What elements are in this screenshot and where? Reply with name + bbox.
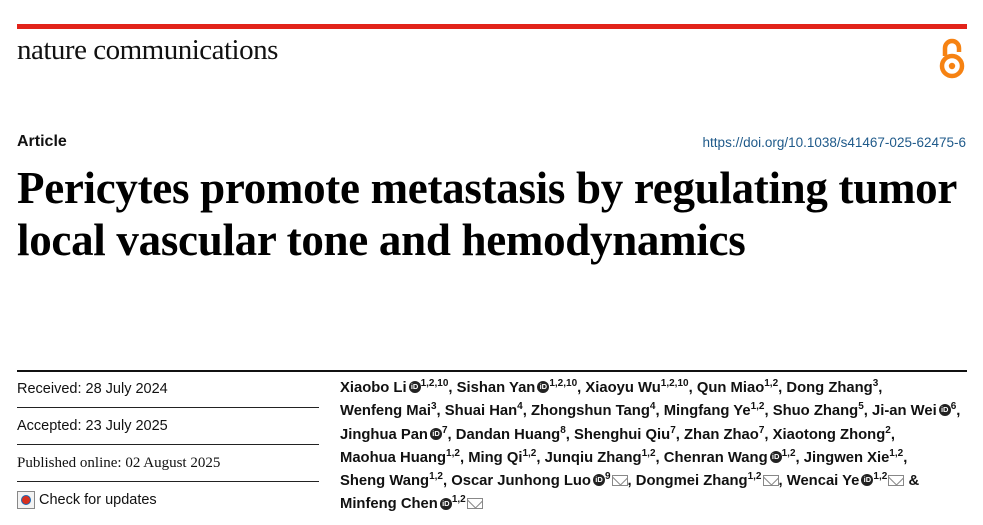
author-name[interactable]: Zhongshun Tang bbox=[530, 403, 650, 420]
accepted-date: Accepted: 23 July 2025 bbox=[17, 408, 319, 445]
author-name[interactable]: Xiaoyu Wu bbox=[585, 380, 661, 396]
affiliation-marker: 1,2 bbox=[429, 471, 443, 483]
doi-link[interactable]: https://doi.org/10.1038/s41467-025-62475-6 bbox=[702, 135, 966, 150]
check-for-updates-button[interactable] bbox=[17, 482, 319, 518]
author-name[interactable]: Zhan Zhao bbox=[684, 426, 759, 443]
check-updates-label: Check for updates bbox=[39, 492, 157, 508]
author-separator: , bbox=[878, 380, 883, 396]
author-separator: , bbox=[764, 403, 769, 420]
affiliation-marker: 8 bbox=[560, 424, 566, 436]
email-icon[interactable] bbox=[612, 475, 628, 486]
author-item bbox=[451, 473, 631, 489]
author-separator: , bbox=[627, 473, 632, 490]
orcid-icon[interactable]: iD bbox=[770, 451, 782, 463]
author-separator: , bbox=[655, 449, 660, 466]
author-separator: , bbox=[459, 449, 465, 466]
author-item bbox=[340, 380, 453, 396]
author-name[interactable]: Shenghui Qiu bbox=[574, 426, 671, 443]
author-item bbox=[773, 403, 868, 419]
orcid-icon[interactable]: iD bbox=[409, 381, 421, 393]
author-item bbox=[574, 424, 680, 443]
author-name[interactable]: Qun Miao bbox=[696, 380, 765, 396]
affiliation-marker: 1,2 bbox=[446, 447, 460, 459]
author-name[interactable]: Chenran Wang bbox=[663, 449, 768, 466]
author-item bbox=[531, 403, 660, 419]
author-name[interactable]: Sheng Wang bbox=[340, 473, 430, 490]
author-separator: , bbox=[688, 380, 693, 396]
author-separator: , bbox=[565, 426, 570, 443]
affiliation-marker: 1,2,10 bbox=[660, 378, 689, 390]
author-item bbox=[787, 473, 919, 489]
author-separator: , bbox=[436, 403, 441, 420]
author-separator: , bbox=[675, 426, 680, 443]
author-separator: , bbox=[956, 403, 961, 420]
author-name[interactable]: Dandan Huang bbox=[455, 426, 561, 443]
affiliation-marker: 1,2 bbox=[764, 378, 779, 390]
author-name[interactable]: Wenfeng Mai bbox=[340, 403, 431, 420]
author-item bbox=[803, 447, 908, 466]
orcid-icon[interactable]: iD bbox=[861, 474, 873, 486]
author-item bbox=[585, 380, 692, 396]
author-list bbox=[340, 377, 970, 517]
author-name[interactable]: Xiaobo Li bbox=[340, 380, 407, 396]
affiliation-marker: 4 bbox=[649, 401, 656, 413]
author-name[interactable]: Dongmei Zhang bbox=[635, 473, 748, 490]
author-name[interactable]: Wencai Ye bbox=[786, 473, 860, 490]
author-item bbox=[663, 447, 800, 466]
affiliation-marker: 1,2 bbox=[873, 471, 888, 483]
received-date: Received: 28 July 2024 bbox=[17, 371, 319, 408]
email-icon[interactable] bbox=[888, 475, 904, 486]
affiliation-marker: 1,2 bbox=[750, 401, 765, 413]
header-red-bar bbox=[17, 24, 967, 29]
author-item bbox=[468, 447, 541, 466]
author-separator: , bbox=[442, 473, 448, 490]
email-icon[interactable] bbox=[467, 498, 483, 509]
affiliation-marker: 2 bbox=[885, 424, 891, 436]
author-separator: , bbox=[903, 449, 908, 466]
affiliation-marker: 7 bbox=[758, 424, 765, 436]
author-separator: , bbox=[448, 380, 453, 396]
published-date: Published online: 02 August 2025 bbox=[17, 445, 319, 482]
open-access-icon bbox=[937, 36, 967, 80]
journal-name[interactable]: nature communications bbox=[17, 34, 278, 66]
author-name[interactable]: Xiaotong Zhong bbox=[772, 426, 886, 443]
author-item bbox=[455, 424, 570, 443]
author-separator: , bbox=[795, 449, 800, 466]
affiliation-marker: 1,2 bbox=[889, 447, 904, 459]
affiliation-marker: 7 bbox=[670, 424, 676, 436]
email-icon[interactable] bbox=[763, 475, 779, 486]
author-name[interactable]: Jinghua Pan bbox=[340, 426, 428, 443]
author-item bbox=[697, 380, 782, 396]
author-item bbox=[340, 403, 441, 419]
article-type-label: Article bbox=[17, 133, 67, 150]
author-item bbox=[664, 403, 769, 419]
orcid-icon[interactable]: iD bbox=[939, 404, 951, 416]
author-separator: , bbox=[447, 426, 452, 443]
affiliation-marker: 1,2 bbox=[781, 447, 796, 459]
author-item bbox=[786, 380, 882, 396]
author-item bbox=[636, 473, 783, 489]
orcid-icon[interactable]: iD bbox=[440, 498, 452, 510]
affiliation-marker: 3 bbox=[872, 378, 879, 390]
author-item bbox=[457, 380, 582, 396]
author-separator: , bbox=[778, 473, 783, 490]
author-name[interactable]: Shuo Zhang bbox=[772, 403, 859, 420]
author-item bbox=[684, 424, 769, 443]
author-separator: , bbox=[890, 426, 895, 443]
author-name[interactable]: Ming Qi bbox=[468, 449, 523, 466]
author-item bbox=[872, 403, 960, 419]
author-name[interactable]: Mingfang Ye bbox=[663, 403, 751, 420]
author-item bbox=[340, 473, 447, 489]
affiliation-marker: 7 bbox=[441, 424, 448, 436]
affiliation-marker: 4 bbox=[517, 401, 523, 413]
author-separator: , bbox=[863, 403, 868, 420]
author-separator: & bbox=[904, 473, 920, 490]
author-name[interactable]: Shuai Han bbox=[444, 403, 518, 420]
author-item bbox=[772, 424, 895, 443]
orcid-icon[interactable]: iD bbox=[537, 381, 549, 393]
author-item bbox=[544, 447, 660, 466]
affiliation-marker: 1,2 bbox=[451, 494, 466, 506]
affiliation-marker: 6 bbox=[950, 401, 957, 413]
dates-panel bbox=[17, 371, 319, 518]
author-separator: , bbox=[577, 380, 582, 396]
author-item bbox=[445, 403, 527, 419]
author-name[interactable]: Jingwen Xie bbox=[803, 449, 890, 466]
orcid-icon[interactable]: iD bbox=[430, 428, 442, 440]
author-item bbox=[340, 424, 452, 443]
affiliation-marker: 1,2,10 bbox=[420, 378, 449, 390]
author-separator: , bbox=[778, 380, 783, 396]
author-item bbox=[340, 447, 465, 466]
author-name[interactable]: Minfeng Chen bbox=[340, 496, 438, 513]
affiliation-marker: 5 bbox=[858, 401, 864, 413]
orcid-icon[interactable]: iD bbox=[593, 474, 605, 486]
check-updates-icon bbox=[17, 491, 35, 509]
author-separator: , bbox=[536, 449, 541, 466]
author-item bbox=[340, 496, 483, 512]
affiliation-marker: 1,2 bbox=[747, 471, 762, 483]
affiliation-marker: 3 bbox=[430, 401, 437, 413]
author-name[interactable]: Sishan Yan bbox=[456, 380, 536, 396]
affiliation-marker: 1,2,10 bbox=[549, 378, 578, 390]
author-name[interactable]: Ji-an Wei bbox=[872, 403, 937, 420]
affiliation-marker: 1,2 bbox=[641, 447, 656, 459]
article-title: Pericytes promote metastasis by regulating tumor local vascular tone and hemodynamics bbox=[17, 163, 957, 265]
affiliation-marker: 1,2 bbox=[522, 447, 537, 459]
author-name[interactable]: Oscar Junhong Luo bbox=[451, 473, 591, 490]
author-separator: , bbox=[764, 426, 769, 443]
author-separator: , bbox=[655, 403, 660, 420]
author-separator: , bbox=[522, 403, 527, 420]
author-name[interactable]: Junqiu Zhang bbox=[544, 449, 642, 466]
affiliation-marker: 9 bbox=[604, 471, 611, 483]
author-name[interactable]: Dong Zhang bbox=[786, 380, 873, 396]
author-name[interactable]: Maohua Huang bbox=[340, 449, 447, 466]
